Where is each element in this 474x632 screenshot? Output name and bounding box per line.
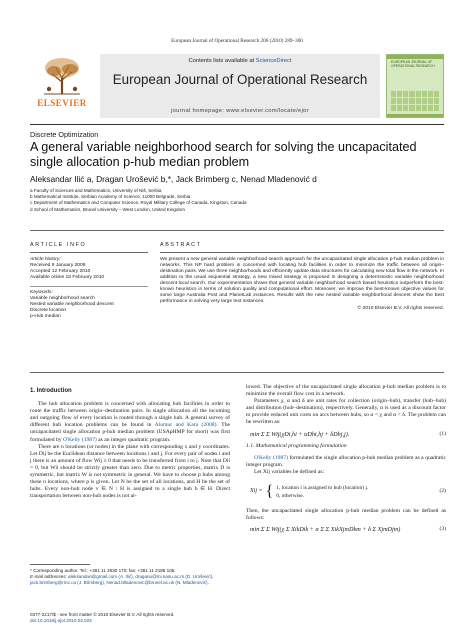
subsection-heading: 1.1. Mathematical programming formulation (246, 442, 347, 449)
abstract-rule (160, 252, 444, 253)
publisher-name: ELSEVIER (37, 98, 87, 108)
right-column (246, 384, 446, 537)
journal-cover-thumbnail (386, 54, 444, 118)
body-paragraph (246, 455, 446, 469)
sciencedirect-link[interactable]: ScienceDirect (255, 58, 292, 64)
left-column (30, 384, 230, 500)
history-item: Available online 18 February 2010 (30, 274, 105, 280)
keyword: Variable neighborhood search (30, 296, 95, 302)
article-info-rule (30, 252, 148, 253)
reference-link[interactable]: Alumur and Kara (2008) (154, 422, 217, 429)
email-label: E-mail addresses: (30, 573, 67, 579)
homepage-link[interactable]: www.elsevier.com/locate/ejor (226, 108, 309, 114)
intro-paragraph-1 (30, 401, 230, 444)
equation-3 (246, 526, 446, 533)
case-rows (276, 484, 368, 500)
elsevier-tree-icon (40, 56, 84, 96)
case-lhs: Xij = (250, 488, 263, 495)
cover-text: EUROPEAN JOURNAL OF OPERATIONAL RESEARCH (391, 60, 435, 68)
cover-top-band (387, 55, 443, 59)
publication-info (30, 612, 230, 624)
copyright-notice: © 2010 Elsevier B.V. All rights reserved. (357, 305, 444, 311)
journal-title: European Journal of Operational Research (112, 72, 368, 87)
footnote-rule (30, 564, 90, 565)
brace-glyph: { (265, 483, 274, 501)
reference-link[interactable]: O'Kelly (1987) (254, 454, 288, 461)
article-history (30, 257, 148, 281)
text-run: The hub allocation problem is concerned with allocating hub facilities in order to route the traffic between origin–destination pairs. In single allocation all the incoming and outgoing flow of every location is routed through a single hub. A general survey of different hub location problems can be found in (30, 401, 230, 429)
equation-number: (3) (439, 526, 446, 533)
publisher-logo (30, 56, 94, 118)
equation-2 (246, 480, 446, 504)
text-run: formulated the single allocation p-hub median problem as a quadratic integer program. (246, 454, 446, 468)
email-list[interactable]: aleksandari@gmail.com (A. Ilić), draganu@mi.sanu.ac.rs (D. Urošević), jack.brimberg@rmc.ca (J. Brimberg), Nenad.Mladenovic@brunel.ac.uk (N. Mladenović). (30, 573, 214, 585)
text-run: . The uncapacitated single allocation p-hub median problem (USApHMP for short) was first formulated by (30, 422, 230, 443)
article-info-heading: ARTICLE INFO (30, 242, 87, 248)
journal-citation: European Journal of Operational Research 206 (2010) 289–300 (171, 38, 303, 44)
keyword: Nested variable neighborhood descent (30, 302, 114, 308)
case-row: 1, location i is assigned to hub (location) j. (276, 485, 369, 492)
case-row: 0, otherwise. (276, 493, 304, 500)
body-paragraph: Parameters χ, α and δ are unit rates for collection (origin–hub), transfer (hub–hub) and distribution (hub–destination), respectively. Generally, α is used as a discount factor to provide reduced unit costs on arcs between hubs, so α < χ and α < δ. The problem can be rewritten as: (246, 398, 446, 426)
section-heading: 1. Introduction (30, 388, 72, 394)
affiliation: c Department of Mathematics and Computer Science, Royal Military College of Canada, Kingston, Canada (30, 200, 247, 206)
journal-homepage (100, 108, 380, 114)
keyword: Discrete location (30, 308, 67, 314)
issn-line: 0377-2217/$ - see front matter © 2010 Elsevier B.V. All rights reserved. (30, 612, 175, 617)
paper-title: A general variable neighborhood search for solving the uncapacitated single allocation p-hub median problem (30, 140, 417, 169)
corresponding-author-note: * Corresponding author. Tel.: +381 11 2630 170; fax: +381 11 2186 105. (30, 568, 176, 573)
cover-pattern (391, 91, 439, 111)
keywords-label: Keywords: (30, 290, 53, 296)
affiliation: a Faculty of Sciences and Mathematics, University of Niš, Serbia (30, 188, 162, 193)
abstract-heading: ABSTRACT (160, 242, 202, 248)
keywords (30, 290, 148, 320)
equation-1 (246, 431, 446, 438)
reference-link[interactable]: O'Kelly (1987) (62, 436, 97, 443)
affiliation: d School of Mathematics, Brunel University – West London, United Kingdom (30, 206, 185, 212)
doi-link[interactable]: doi:10.1016/j.ejor.2010.02.022 (30, 617, 92, 623)
abstract (160, 242, 444, 311)
text-run: as an integer quadratic program. (98, 436, 171, 443)
intro-paragraph-2: There are n locations (or nodes) in the plane with corresponding x and y coordinates. Let Dij be the Euclidean distance between locations i and j. For every pair of nodes i and j there is an amount of flow Wij ≥ 0 that needs to be transferred from i to j. Note that Dii = 0, but Wii should be strictly greater than zero. Due to metric properties, matrix D is symmetric, but matrix W is not symmetric in general. We have to choose p hubs among these n locations, where p is given. Let N be the set of all locations, and H be the set of hubs. Every non-hub node v ∈ N \ H is assigned to a single hub h ∈ H. Direct transportation between non-hub nodes is not al- (30, 443, 230, 500)
case-definition (250, 484, 368, 500)
section-label: Discrete Optimization (30, 130, 99, 139)
history-item: Accepted 12 February 2010 (30, 268, 91, 274)
footnotes (30, 568, 230, 585)
abstract-bottom-rule (30, 372, 444, 373)
journal-header-band (100, 54, 380, 118)
abstract-text: We present a new general variable neighborhood search approach for the uncapacitated single allocation p-hub median problem in networks. This NP hard problem is concerned with locating hub facilities in order to minimize the traffic between all origin–destination pairs. We use three neighborhoods and efficiently update data structures for calculating new total flow in the network. In addition to the usual sequential strategy, a new mixed strategy is proposed in designing a deterministic variable neighborhood descent local search. Our experimentation shows that general variable neighborhood search based heuristics outperform the best-known heuristics in terms of solution quality and computational effort. Moreover, we improve the best-known objective values for some large Australia Post and PlanetLab instances. Results with the new nested variable neighborhood descent show the best performance in solving very large test instances. (160, 256, 444, 304)
email-addresses (30, 574, 230, 586)
history-item: Received 9 January 2009 (30, 262, 86, 268)
front-matter-rule (30, 230, 444, 231)
history-label: Article history: (30, 256, 61, 262)
contents-prefix: Contents lists available at (188, 58, 256, 64)
keyword: p-Hub median (30, 314, 61, 320)
keywords-rule (30, 286, 148, 287)
body-paragraph: Let Xij variables be defined as: (254, 468, 325, 475)
body-paragraph: lowed. The objective of the uncapacitated single allocation p-hub median problem is to minimize the overall flow cost in a network. (246, 384, 446, 398)
header-rule (30, 124, 444, 125)
body-paragraph: Then, the uncapacitated single allocation p-hub median problem can be defined as follows: (246, 508, 446, 522)
author-list: Aleksandar Ilić a, Dragan Urošević b,*, Jack Brimberg c, Nenad Mladenović d (30, 174, 317, 184)
affiliation: b Mathematical Institute, Serbian Academy of Science, 11000 Belgrade, Serbia (30, 194, 191, 200)
equation-number: (2) (439, 488, 446, 495)
equation-body: min Σ Σ Wij(χ Σ XikDik + α Σ Σ XikXjmDkm + δ Σ XjmDjm) (250, 526, 401, 534)
equation-number: (1) (439, 430, 446, 437)
contents-line (100, 58, 380, 64)
homepage-prefix: journal homepage: (171, 108, 227, 114)
article-info (30, 242, 148, 320)
cover-bottom-band (387, 114, 443, 117)
equation-body: min Σ Σ Wij(χDi,hi + αDhi,hj + δDhj,j). (250, 430, 350, 438)
affiliations (30, 188, 444, 213)
journal-masthead (30, 50, 444, 122)
